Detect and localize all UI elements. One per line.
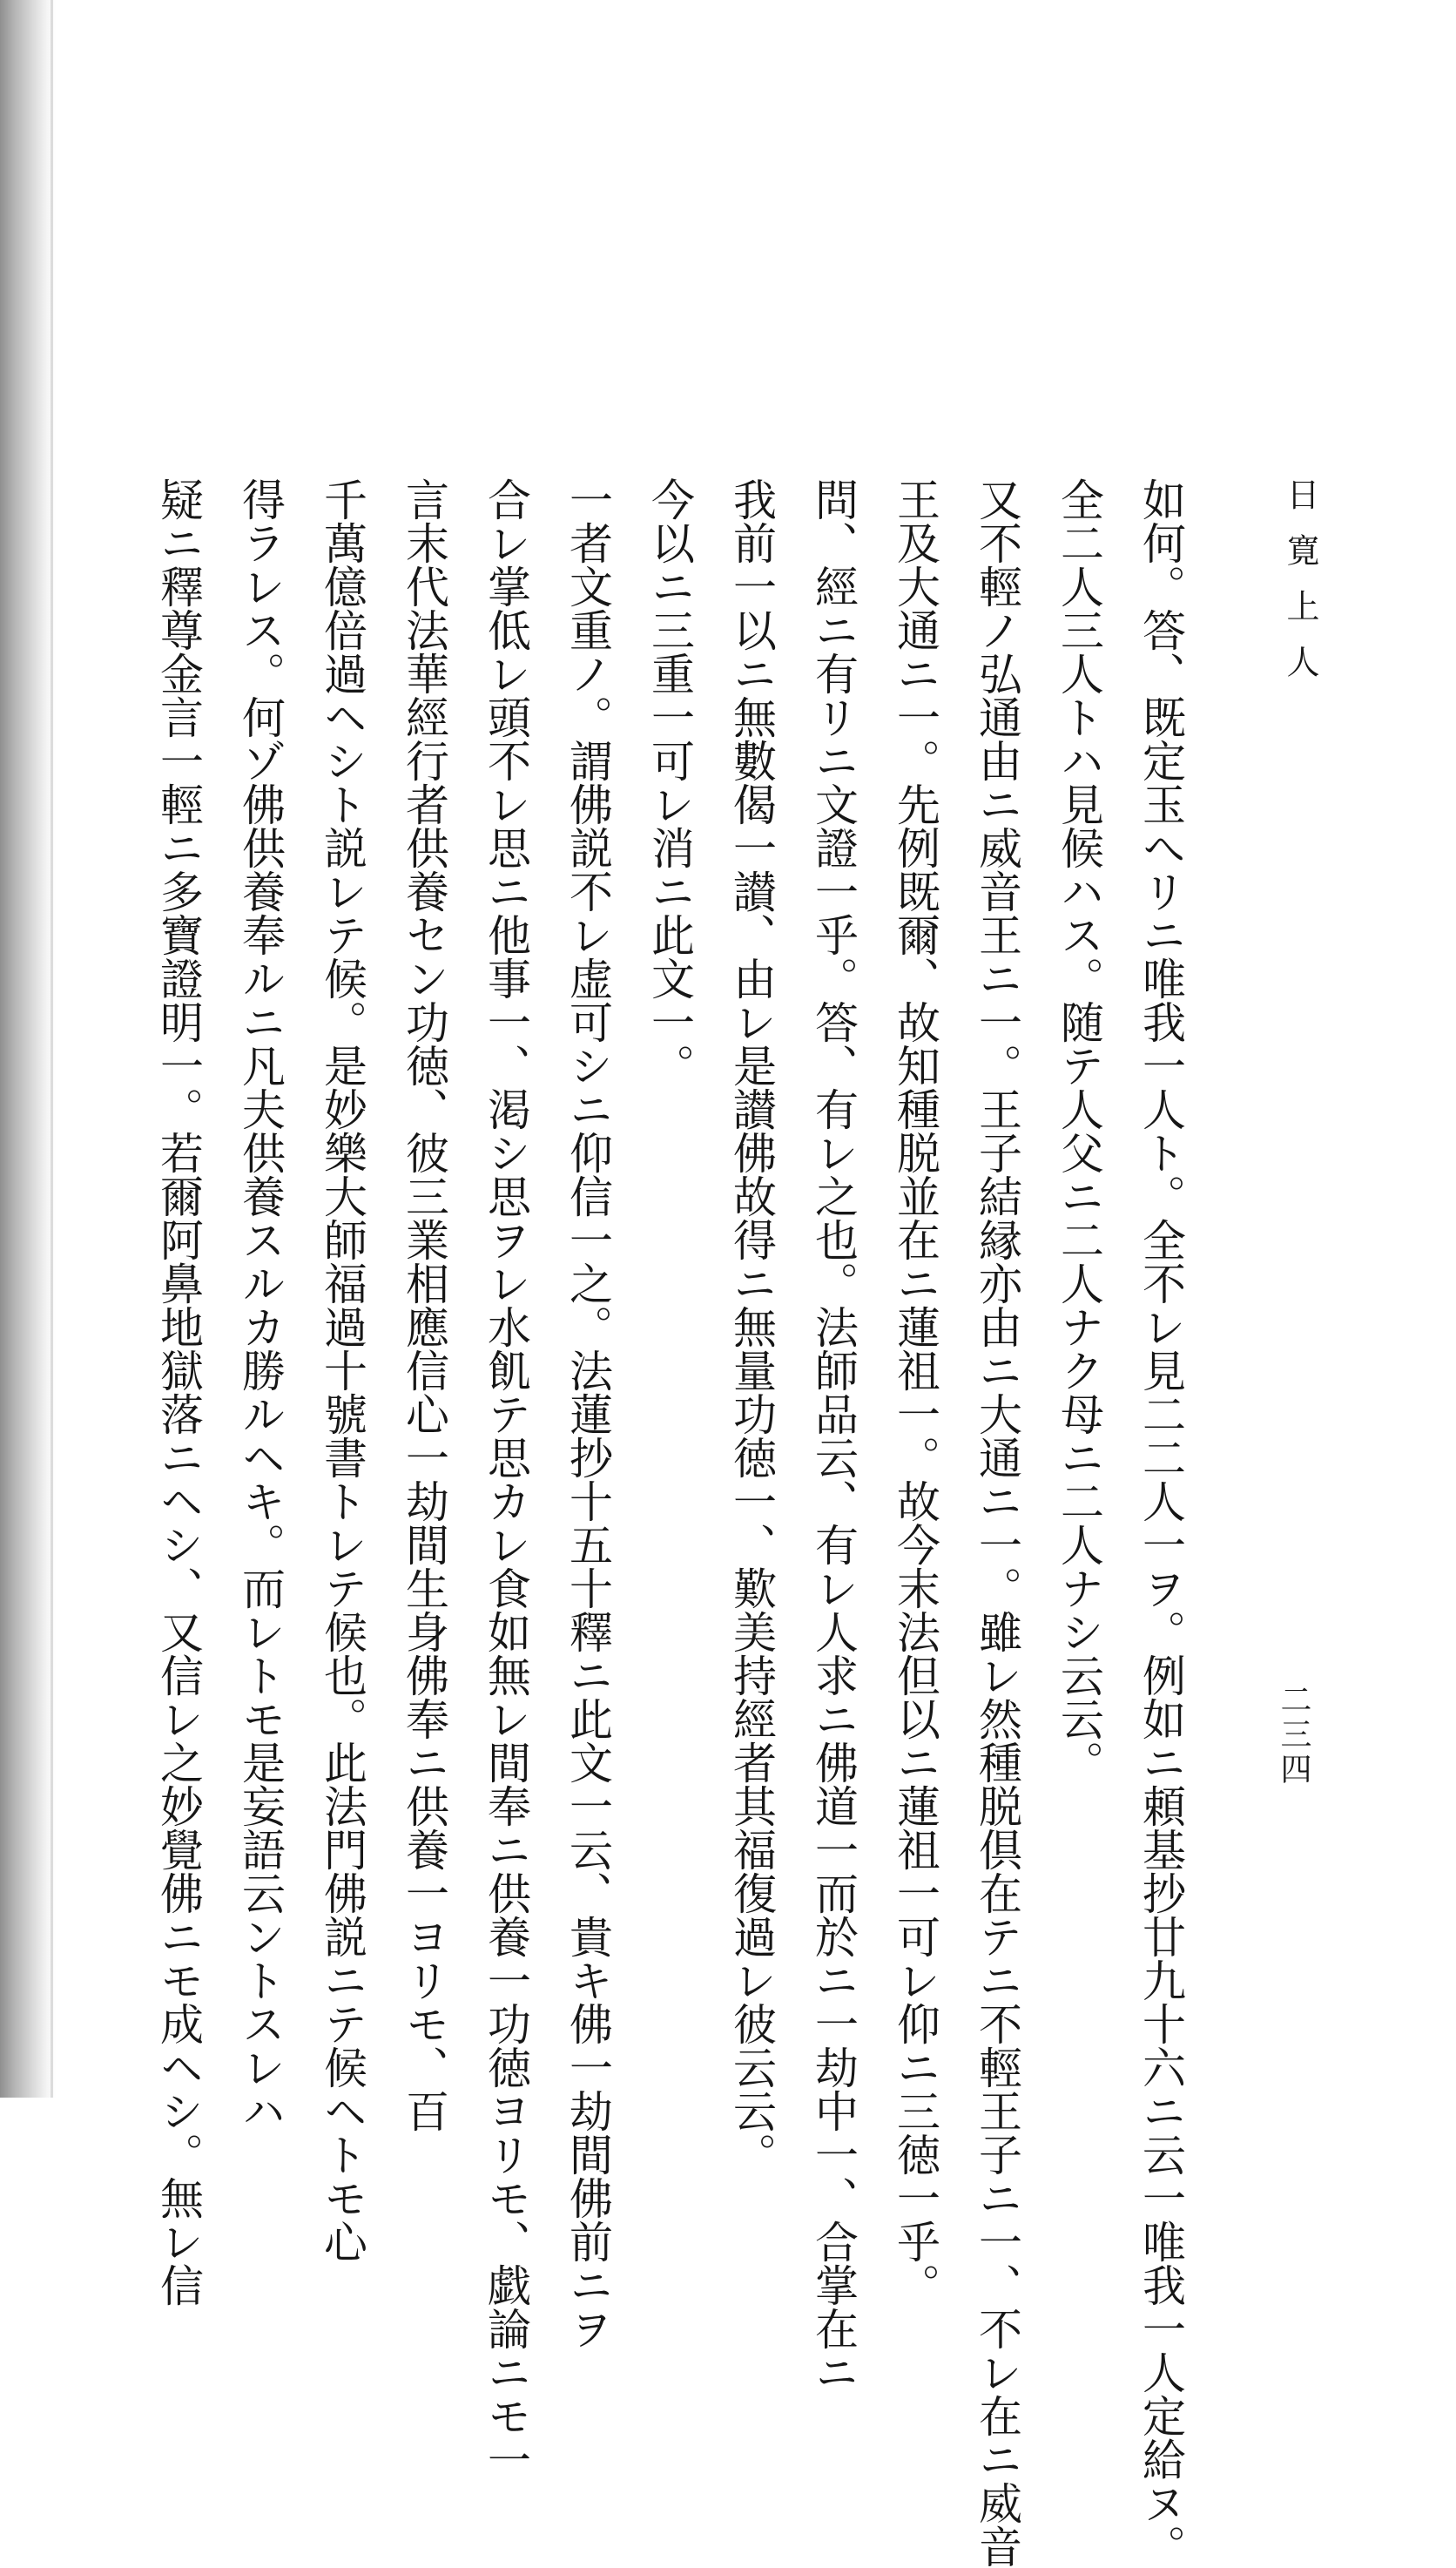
- page-binding-shadow: [0, 0, 56, 2098]
- page-number: 二三四: [1276, 1683, 1311, 1787]
- text-line: 問、經ニ有リニ文證一乎。答、有レ之也。法師品云、有レ人求ニ佛道一而於ニ一劫中一、合掌在ニ: [808, 477, 859, 2394]
- text-line: 我前一以ニ無數偈一讃、由レ是讃佛故得ニ無量功徳一、歎美持經者其福復過レ彼云云。: [726, 477, 777, 2176]
- text-line: 如何。答、既定玉へリニ唯我一人ト。全不レ見二二人一ヲ。例如ニ頼基抄廿九十六ニ云一唯我一人定給ヌ。: [1136, 477, 1186, 2568]
- text-line: 全二人三人トハ見候ハス。随テ人父ニ二人ナク母ニ二人ナシ云云。: [1054, 477, 1104, 1784]
- text-line: 疑ニ釋尊金言一輕ニ多寶證明一。若爾阿鼻地獄落ニヘシ、又信レ之妙覺佛ニモ成ヘシ。無レ信: [153, 477, 204, 2307]
- text-line: 得ラレス。何ゾ佛供養奉ルニ凡夫供養スルカ勝ルヘキ。而レトモ是妄語云ントスレハ: [235, 477, 286, 2132]
- running-head: 日寛上人: [1281, 477, 1319, 700]
- text-line: 合レ掌低レ頭不レ思ニ他事一、渇シ思ヲレ水飢テ思カレ食如無レ間奉ニ供養一功徳ヨリモ、戯論ニモ一: [481, 477, 531, 2481]
- text-line: 又不輕ノ弘通由ニ威音王ニ一。王子結縁亦由ニ大通ニ一。雖レ然種脱倶在テニ不輕王子ニ一、不レ在ニ威音: [972, 477, 1022, 2568]
- main-text-block: [153, 477, 1202, 2568]
- text-line: 今以ニ三重一可レ消ニ此文一。: [644, 477, 695, 1087]
- text-line: 言末代法華經行者供養セン功徳、彼三業相應信心一劫間生身佛奉ニ供養一ヨリモ、百: [399, 477, 449, 2132]
- text-line: 千萬億倍過ヘシト説レテ候。是妙樂大師福過十號書トレテ候也。此法門佛説ニテ候ヘトモ心: [317, 477, 367, 2263]
- text-line: 一者文重ノ。謂佛説不レ虚可シニ仰信一之。法蓮抄十五十釋ニ此文一云、貴キ佛一劫間佛前ニヲ: [563, 477, 613, 2350]
- page-binding-edge: [51, 0, 53, 2098]
- text-line: 王及大通ニ一。先例既爾、故知種脱並在ニ蓮祖一。故今末法但以ニ蓮祖一可レ仰ニ三徳一乎。: [890, 477, 940, 2307]
